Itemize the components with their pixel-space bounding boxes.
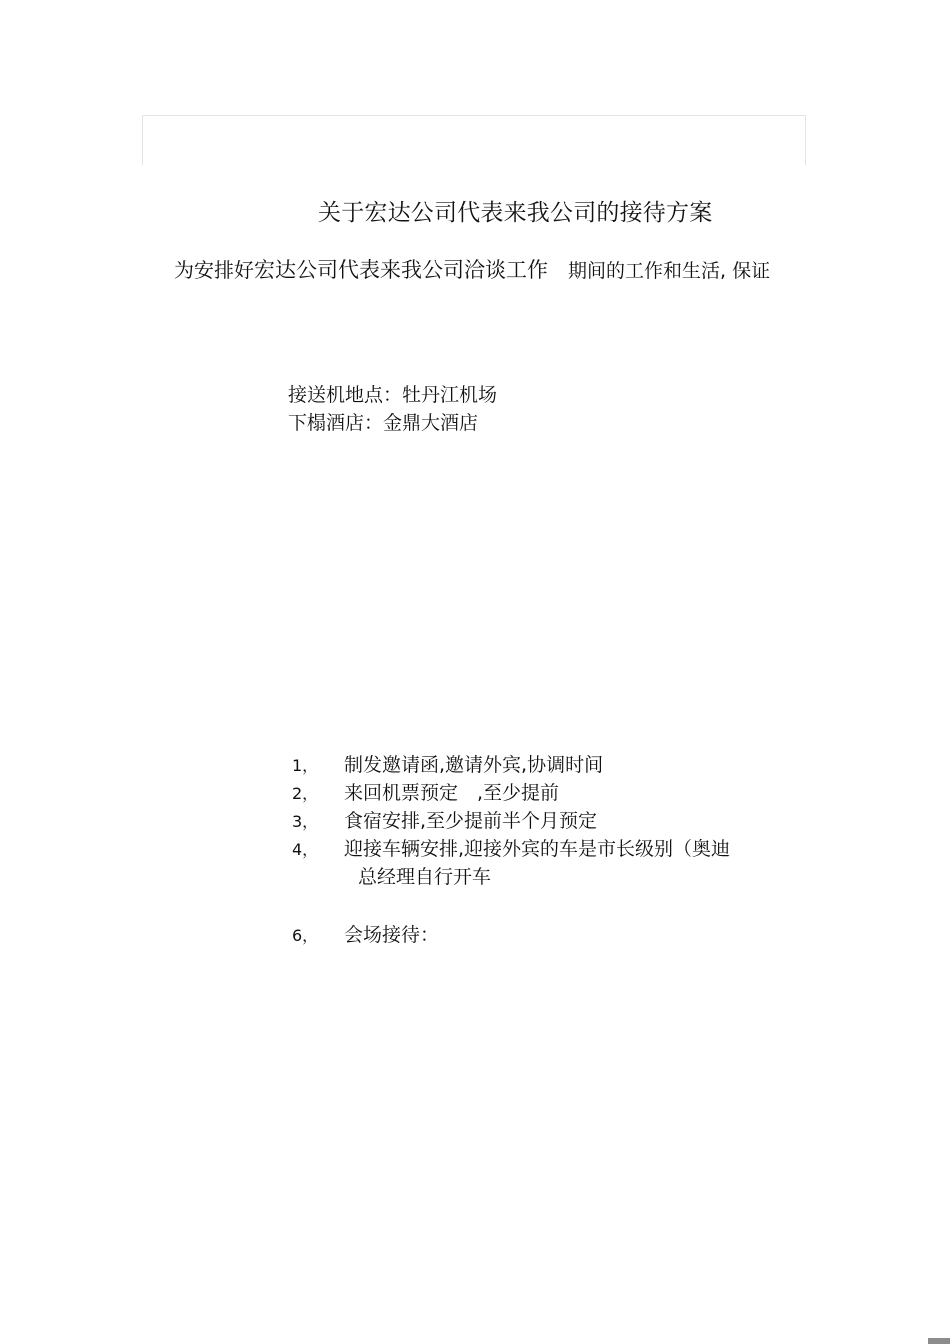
- list-item-continuation: 总经理自行开车: [358, 866, 492, 888]
- intro-part-1: 为安排好: [174, 258, 254, 282]
- document-title: 关于宏达公司代表来我公司的接待方案: [318, 200, 713, 226]
- list-item: [292, 750, 603, 777]
- list-item: [292, 834, 730, 861]
- list-item-text: 来回机票预定 ,至少提前: [344, 782, 560, 804]
- page-frame: [142, 115, 806, 165]
- hotel-info: 下榻酒店：金鼎大酒店: [288, 412, 479, 434]
- list-item-number: 1，: [292, 756, 319, 775]
- pickup-location: 接送机地点：牡丹江机场: [288, 384, 498, 406]
- list-item-number: 6，: [292, 926, 319, 945]
- list-item-text: 迎接车辆安排,迎接外宾的车是市长级别（奥迪: [344, 838, 731, 860]
- list-item-text: 制发邀请函,邀请外宾,协调时间: [344, 754, 604, 776]
- list-item-text: 会场接待：: [344, 924, 440, 946]
- list-item-number: 2，: [292, 784, 319, 803]
- intro-part-3: 期间的工作和生活, 保证: [568, 260, 771, 282]
- list-item: [292, 806, 597, 833]
- list-item: [292, 778, 559, 805]
- corner-scroll-mark: [928, 1338, 950, 1344]
- list-item-number: 4，: [292, 840, 319, 859]
- list-item-text: 食宿安排,至少提前半个月预定: [344, 810, 598, 832]
- list-item-number: 3，: [292, 812, 319, 831]
- list-item: [292, 920, 439, 947]
- intro-part-2: 宏达公司代表来我公司洽谈工作: [254, 258, 548, 282]
- intro-paragraph: [174, 254, 770, 284]
